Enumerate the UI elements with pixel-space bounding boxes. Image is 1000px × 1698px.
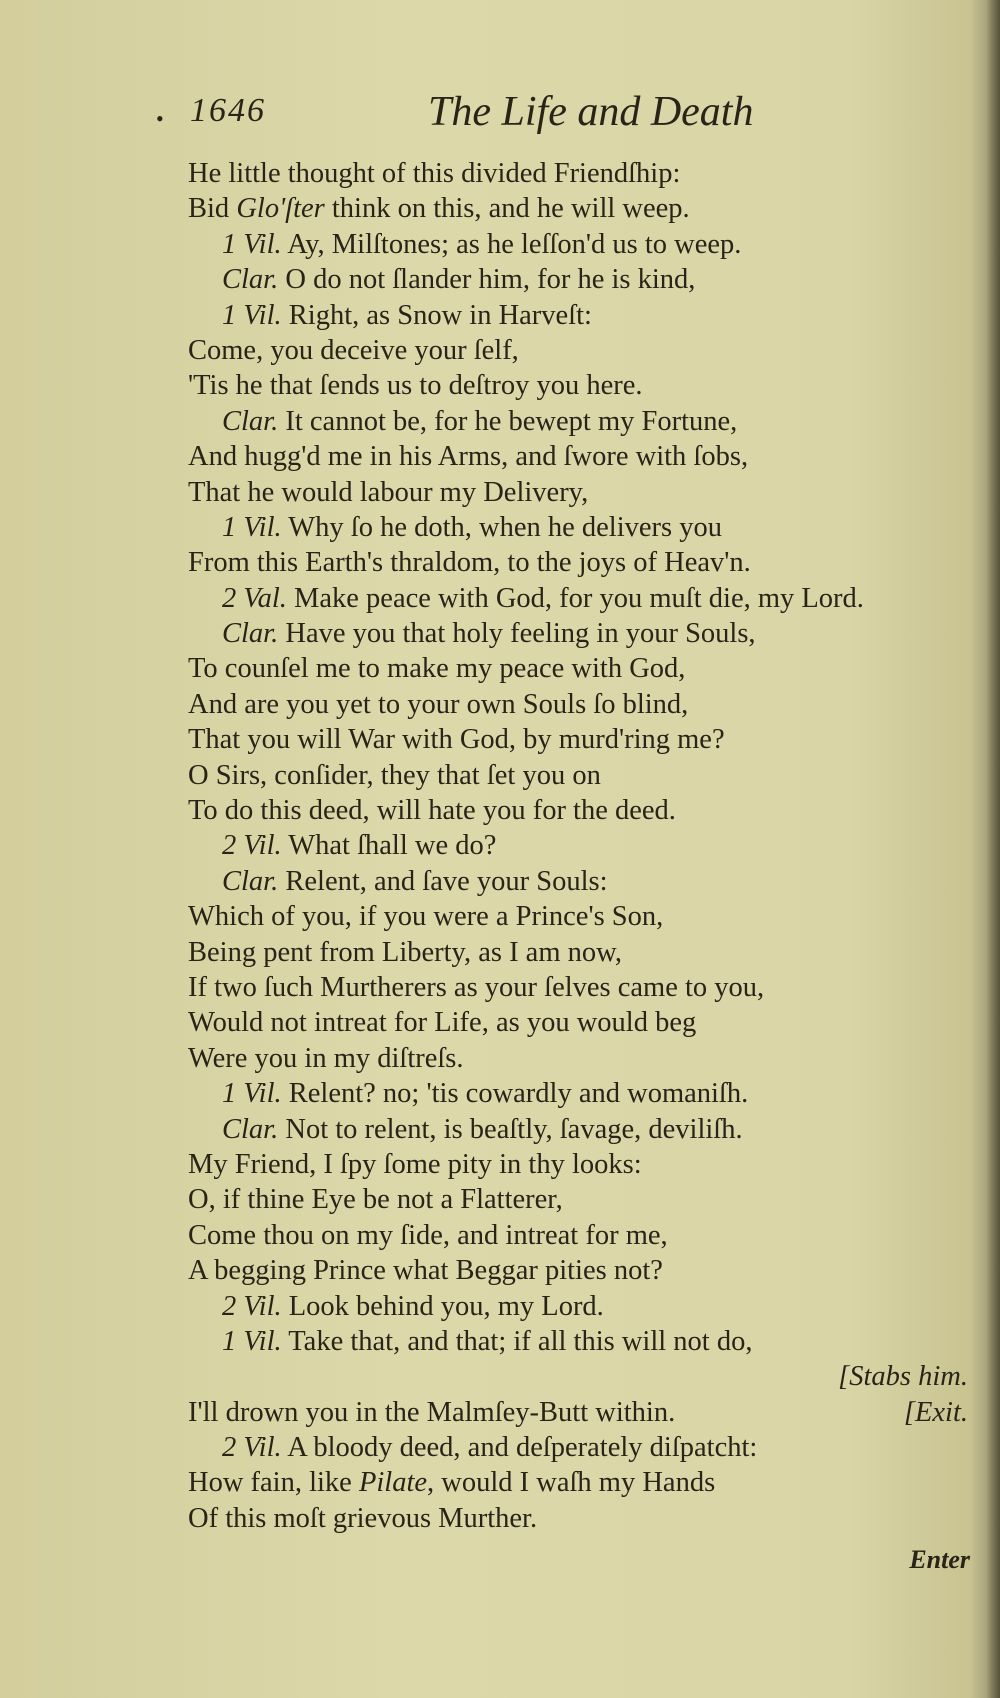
text-line	[188, 828, 988, 863]
line-text: O Sirs, conſider, they that ſet you on	[188, 759, 601, 791]
speaker-name: Glo'ſter	[236, 193, 325, 225]
line-text: Ay, Milſtones; as he leſſon'd us to weep.	[281, 228, 742, 260]
line-text: Of this moſt grievous Murther.	[188, 1502, 538, 1534]
line-text: That you will War with God, by murd'ring me?	[188, 724, 725, 756]
line-text: think on this, and he will weep.	[324, 193, 690, 225]
text-line	[188, 793, 988, 828]
text-line	[188, 899, 988, 934]
catchword: Enter	[909, 1545, 970, 1574]
text-line	[188, 1501, 988, 1536]
text-line	[188, 722, 988, 757]
text-line	[188, 1253, 988, 1288]
line-text: That he would labour my Delivery,	[188, 476, 589, 508]
line-text: A bloody deed, and deſperately diſpatcht:	[281, 1432, 758, 1464]
text-line	[188, 1041, 988, 1076]
speaker-name: 2 Val.	[222, 582, 287, 614]
play-text	[188, 156, 988, 1536]
speaker-name: Clar.	[222, 1113, 279, 1145]
text-line	[188, 1218, 988, 1253]
text-line	[188, 616, 988, 651]
line-text: Have you that holy feeling in your Souls,	[278, 618, 756, 650]
text-line	[188, 1005, 988, 1040]
line-text: And are you yet to your own Souls ſo blind,	[188, 688, 689, 720]
speaker-name: Pilate	[358, 1467, 428, 1499]
line-text: Why ſo he doth, when he delivers you	[281, 511, 722, 543]
line-text: Look behind you, my Lord.	[281, 1290, 604, 1322]
page-edge-shadow	[986, 0, 1000, 1698]
text-line	[188, 1147, 988, 1182]
line-text: Were you in my diſtreſs.	[188, 1042, 464, 1074]
text-line	[188, 333, 988, 368]
speaker-name: 1 Vil.	[222, 1078, 282, 1110]
speaker-name: 2 Vil.	[222, 1290, 282, 1322]
text-line	[188, 758, 988, 793]
text-line	[188, 404, 988, 439]
line-text: It cannot be, for he bewept my Fortune,	[278, 405, 738, 437]
text-line	[188, 298, 988, 333]
text-line-drown	[188, 1395, 988, 1430]
line-text: Come thou on my ſide, and intreat for me,	[188, 1219, 668, 1251]
text-line	[188, 227, 988, 262]
line-prefix: Bid	[188, 193, 237, 225]
text-line	[188, 510, 988, 545]
speaker-name: 1 Vil.	[222, 299, 282, 331]
line-text: , would I waſh my Hands	[427, 1467, 716, 1499]
text-line	[188, 191, 988, 226]
text-line	[188, 475, 988, 510]
line-text: What ſhall we do?	[281, 830, 497, 862]
header-bullet: •	[156, 106, 164, 131]
text-line	[188, 687, 988, 722]
text-line	[188, 651, 988, 686]
speaker-name: Clar.	[222, 865, 279, 897]
speaker-name: Clar.	[222, 618, 279, 650]
line-text: If two ſuch Murtherers as your ſelves came to you,	[188, 971, 765, 1003]
speaker-name: 2 Vil.	[222, 830, 282, 862]
line-text: Being pent from Liberty, as I am now,	[188, 936, 622, 968]
stage-direction-exit: [Exit.	[903, 1396, 968, 1428]
page-number: 1646	[190, 92, 266, 129]
text-line	[188, 1182, 988, 1217]
text-block-1	[188, 156, 988, 1359]
running-header	[150, 88, 870, 144]
speaker-name: 1 Vil.	[222, 1325, 282, 1357]
line-text: To counſel me to make my peace with God,	[188, 653, 686, 685]
line-text: He little thought of this divided Friendſhip:	[188, 158, 681, 189]
line-text: Take that, and that; if all this will not do,	[281, 1325, 753, 1357]
line-text: Not to relent, is beaſtly, ſavage, deviliſh.	[278, 1113, 743, 1145]
text-line	[188, 581, 988, 616]
line-text: Right, as Snow in Harveſt:	[281, 299, 592, 331]
line-text: From this Earth's thraldom, to the joys of Heav'n.	[188, 547, 751, 579]
line-text: Relent? no; 'tis cowardly and womaniſh.	[281, 1078, 749, 1110]
line-text: O, if thine Eye be not a Flatterer,	[188, 1184, 563, 1216]
text-line	[188, 1465, 988, 1500]
text-line	[188, 1289, 988, 1324]
text-line	[188, 156, 988, 191]
text-line	[188, 1430, 988, 1465]
text-line	[188, 864, 988, 899]
speaker-name: Clar.	[222, 264, 279, 296]
line-text: To do this deed, will hate you for the deed.	[188, 795, 676, 827]
line-text: A begging Prince what Beggar pities not?	[188, 1255, 663, 1287]
text-line	[188, 262, 988, 297]
text-line	[188, 1076, 988, 1111]
text-line	[188, 545, 988, 580]
stage-direction-stabs: [Stabs him.	[838, 1361, 968, 1393]
line-text: My Friend, I ſpy ſome pity in thy looks:	[188, 1148, 642, 1180]
line-text: 'Tis he that ſends us to deſtroy you here.	[188, 370, 643, 402]
line-text: Come, you deceive your ſelf,	[188, 334, 519, 366]
text-line	[188, 1112, 988, 1147]
text-block-2	[188, 1430, 988, 1536]
line-text: O do not ſlander him, for he is kind,	[278, 264, 696, 296]
running-title: The Life and Death	[428, 89, 754, 135]
line-text: I'll drown you in the Malmſey-Butt within.	[188, 1396, 676, 1428]
line-text: Relent, and ſave your Souls:	[278, 865, 608, 897]
line-text: Make peace with God, for you muſt die, my Lord.	[286, 582, 864, 614]
speaker-name: Clar.	[222, 405, 279, 437]
line-prefix: How fain, like	[188, 1467, 359, 1499]
speaker-name: 2 Vil.	[222, 1432, 282, 1464]
text-line	[188, 368, 988, 403]
text-line	[188, 439, 988, 474]
text-line	[188, 1324, 988, 1359]
line-text: Would not intreat for Life, as you would beg	[188, 1007, 697, 1039]
text-line	[188, 935, 988, 970]
line-text: Which of you, if you were a Prince's Son,	[188, 901, 664, 933]
speaker-name: 1 Vil.	[222, 228, 282, 260]
line-text: And hugg'd me in his Arms, and ſwore with ſobs,	[188, 441, 749, 473]
speaker-name: 1 Vil.	[222, 511, 282, 543]
text-line	[188, 970, 988, 1005]
